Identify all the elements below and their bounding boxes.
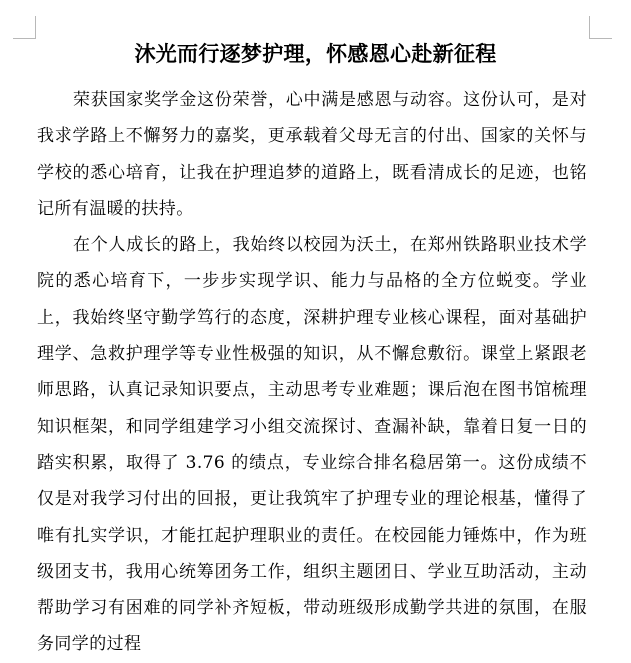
document-title: 沐光而行逐梦护理，怀感恩心赴新征程 bbox=[134, 41, 497, 66]
margin-corner-mark-right bbox=[589, 16, 612, 39]
document-body bbox=[37, 82, 587, 663]
paragraph-2: 在个人成长的路上，我始终以校园为沃土，在郑州铁路职业技术学院的悉心培育下，一步步实现学识、能力与品格的全方位蜕变。学业上，我始终坚守勤学笃行的态度，深耕护理专业核心课程，面对基础护理学、急救护理学等专业性极强的知识，从不懈怠敷衍。课堂上紧跟老师思路，认真记录知识要点，主动思考专业难题；课后泡在图书馆梳理知识框架，和同学组建学习小组交流探讨、查漏补缺，靠着日复一日的踏实积累，取得了 3.76 的绩点，专业综合排名稳居第一。这份成绩不仅是对我学习付出的回报，更让我筑牢了护理专业的理论根基，懂得了唯有扎实学识，才能扛起护理职业的责任。在校园能力锤炼中，作为班级团支书，我用心统筹团务工作，组织主题团日、学业互助活动，主动帮助学习有困难的同学补齐短板，带动班级形成勤学共进的氛围，在服务同学的过程 bbox=[37, 235, 587, 655]
paragraph-1: 荣获国家奖学金这份荣誉，心中满是感恩与动容。这份认可，是对我求学路上不懈努力的嘉奖，更承载着父母无言的付出、国家的关怀与学校的悉心培育，让我在护理追梦的道路上，既看清成长的足迹，也铭记所有温暖的扶持。 bbox=[37, 90, 587, 219]
margin-corner-mark-left bbox=[13, 16, 36, 39]
